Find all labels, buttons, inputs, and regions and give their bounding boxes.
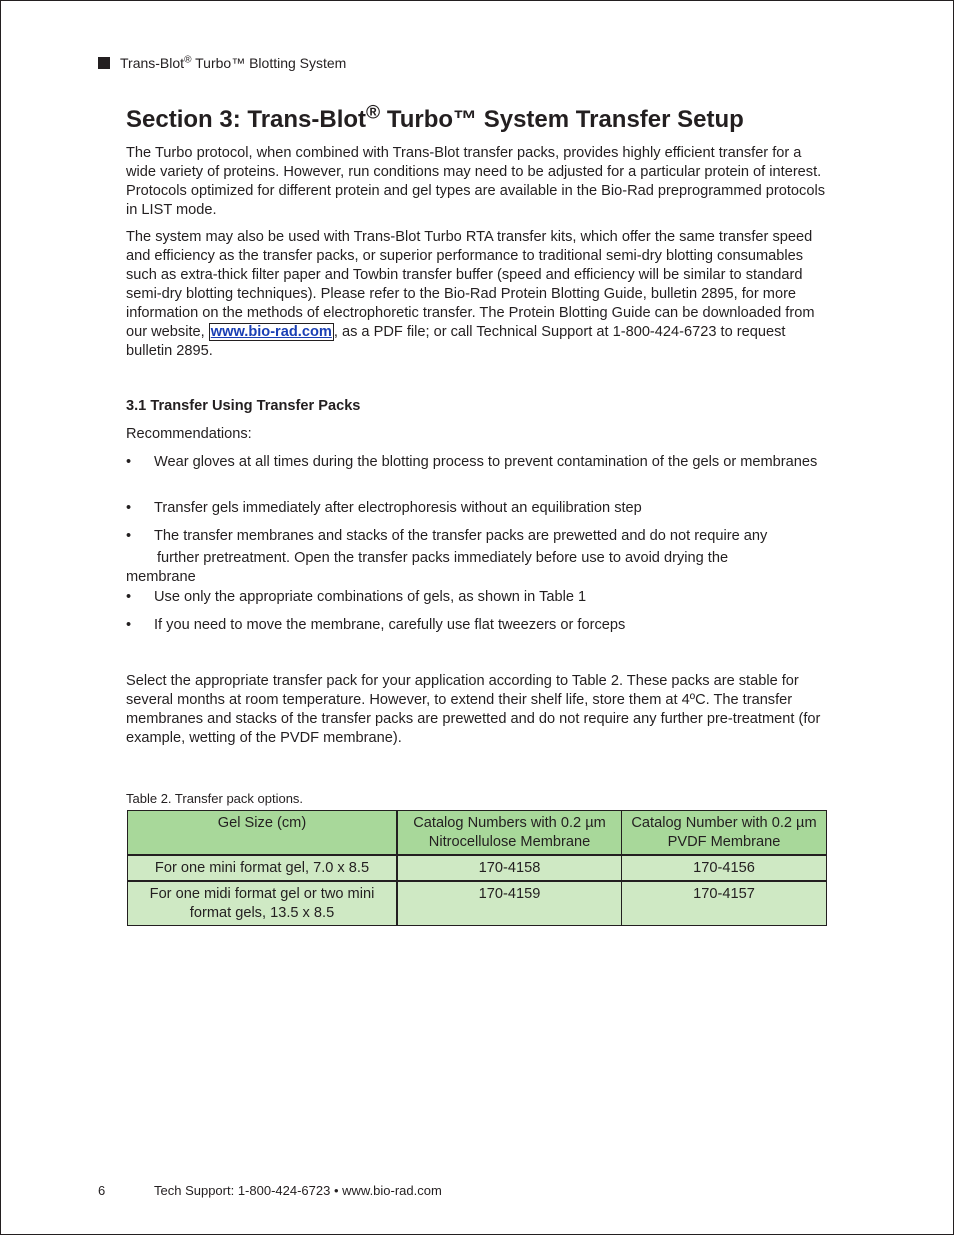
bullet-text-line: further pretreatment. Open the transfer packs immediately before use to avoid drying the [157, 550, 729, 566]
bullet-text: Transfer gels immediately after electrophoresis without an equilibration step [154, 500, 642, 516]
select-pack-paragraph: Select the appropriate transfer pack for your application according to Table 2. These packs are stable for several months at room temperature. However, to extend their shelf life, store them at 4ºC. The transfer membranes and stacks of the transfer packs are prewetted and do not require any further pre-treatment (for example, wetting of the PVDF membrane). [126, 673, 821, 746]
list-item [126, 588, 826, 608]
table-cell: 170-4159 [397, 881, 622, 926]
bullet-icon: • [126, 500, 132, 516]
bullet-icon: • [126, 617, 132, 633]
page-number: 6 [98, 1183, 106, 1198]
table-cell: For one midi format gel or two mini format gels, 13.5 x 8.5 [128, 881, 398, 926]
table-cell: For one mini format gel, 7.0 x 8.5 [128, 855, 398, 881]
table-row [128, 881, 827, 926]
table-header-cell: Gel Size (cm) [128, 811, 398, 856]
footer-support: Tech Support: 1-800-424-6723 • www.bio-rad.com [154, 1183, 442, 1198]
recommendations-label: Recommendations: [126, 426, 252, 442]
bullet-text: Wear gloves at all times during the blotting process to prevent contamination of the gels or membranes [154, 454, 818, 470]
header-square-icon [98, 57, 110, 69]
bullet-icon: • [126, 528, 132, 544]
table-cell: 170-4156 [622, 855, 827, 881]
list-item [126, 616, 826, 636]
bullet-text-line: The transfer membranes and stacks of the transfer packs are prewetted and do not require any [154, 528, 768, 544]
section-title: Section 3: Trans-Blot® Turbo™ System Transfer Setup [126, 102, 744, 133]
bullet-icon: • [126, 454, 132, 470]
bullet-text: Use only the appropriate combinations of gels, as shown in Table 1 [154, 589, 587, 605]
running-header [98, 54, 346, 72]
bullet-icon: • [126, 589, 132, 605]
subsection-title: 3.1 Transfer Using Transfer Packs [126, 398, 361, 414]
table-cell: 170-4157 [622, 881, 827, 926]
transfer-pack-table [127, 810, 827, 926]
table-header-cell: Catalog Number with 0.2 µm PVDF Membrane [622, 811, 827, 856]
bullet-text-line: membrane [126, 569, 196, 585]
list-item [126, 499, 826, 519]
rta-paragraph: The system may also be used with Trans-Blot Turbo RTA transfer kits, which offer the same transfer speed and efficiency as the transfer packs, or superior performance to traditional semi-dry blotting consumables such as extra-thick filter paper and Towbin transfer buffer (speed and efficiency will be similar to standard semi-dry blotting techniques). Please refer to the Bio-Rad Protein Blotting Guide, bulletin 2895, for more information on the methods of electrophoretic transfer. The Protein Blotting Guide can be downloaded from our website, www.bio-rad.com , as a PDF file; or call Technical Support at 1-800-424-6723 to request bulletin 2895. [126, 229, 815, 359]
intro-paragraph: The Turbo protocol, when combined with Trans-Blot transfer packs, provides highly efficient transfer for a wide variety of proteins. However, run conditions may need to be adjusted for a particular protein of interest. Protocols optimized for different protein and gel types are available in the Bio-Rad preprogrammed protocols in LIST mode. [126, 145, 825, 218]
list-item [126, 453, 826, 493]
table-header-row [128, 811, 827, 856]
table-cell: 170-4158 [397, 855, 622, 881]
running-header-title: Trans-Blot® Turbo™ Blotting System [120, 54, 347, 71]
list-item [126, 527, 826, 589]
table-row [128, 855, 827, 881]
table-header-cell: Catalog Numbers with 0.2 µm Nitrocellulose Membrane [397, 811, 622, 856]
bullet-text: If you need to move the membrane, carefully use flat tweezers or forceps [154, 617, 626, 633]
website-link[interactable]: www.bio-rad.com [210, 324, 332, 340]
table-caption: Table 2. Transfer pack options. [126, 791, 304, 806]
